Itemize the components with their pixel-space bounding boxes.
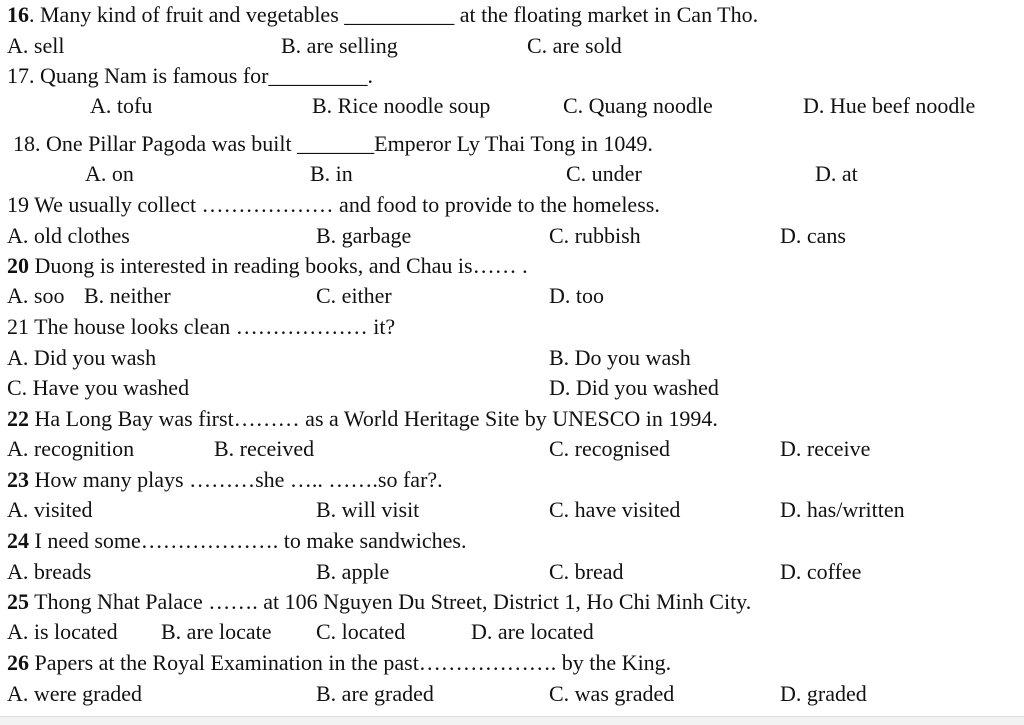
question-17-stem [0, 61, 1024, 91]
option-d: D. Did you washed [549, 375, 719, 400]
question-25-stem [0, 587, 1024, 617]
question-text: We usually collect ……………… and food to provide to the homeless. [29, 192, 660, 217]
question-20-options [0, 281, 1024, 311]
question-text: . Many kind of fruit and vegetables __________ at the floating market in Can Tho. [29, 2, 759, 27]
option-b: B. received [214, 436, 315, 461]
option-c: C. Have you washed [7, 375, 190, 400]
question-16-options [0, 31, 1024, 61]
option-c: C. bread [549, 559, 624, 584]
question-22-stem [0, 404, 1024, 434]
question-19-stem [0, 190, 1024, 220]
option-c: C. located [316, 619, 406, 644]
question-text: . One Pillar Pagoda was built _______Emperor Ly Thai Tong in 1049. [35, 131, 653, 156]
option-c: C. rubbish [549, 223, 641, 248]
option-d: D. are located [471, 619, 594, 644]
option-a: A. old clothes [7, 223, 130, 248]
option-c: C. Quang noodle [563, 93, 713, 118]
option-c: C. under [566, 161, 642, 186]
question-number: 20 [7, 253, 29, 278]
question-number: 18 [13, 131, 35, 156]
option-a: A. breads [7, 559, 92, 584]
question-20-stem [0, 251, 1024, 281]
option-a: A. soo [7, 283, 65, 308]
question-number: 19 [7, 192, 29, 217]
option-a: A. were graded [7, 681, 142, 706]
option-a: A. on [85, 161, 134, 186]
option-d: D. graded [780, 681, 867, 706]
question-17-options [0, 91, 1024, 121]
option-b: B. neither [84, 283, 171, 308]
option-d: D. has/written [780, 497, 905, 522]
option-b: B. Do you wash [549, 345, 691, 370]
option-b: B. in [310, 161, 353, 186]
question-number: 23 [7, 467, 29, 492]
question-18-options [0, 159, 1024, 189]
question-text: The house looks clean ……………… it? [29, 314, 396, 339]
option-d: D. receive [780, 436, 871, 461]
question-26-options [0, 679, 1024, 709]
question-number: 22 [7, 406, 29, 431]
option-d: D. Hue beef noodle [803, 93, 976, 118]
option-c: C. was graded [549, 681, 675, 706]
question-number: 17 [7, 63, 29, 88]
option-a: A. is located [7, 619, 118, 644]
question-24-stem [0, 526, 1024, 556]
option-b: B. Rice noodle soup [312, 93, 491, 118]
option-a: A. visited [7, 497, 93, 522]
option-a: A. recognition [7, 436, 135, 461]
option-d: D. at [815, 161, 858, 186]
question-number: 21 [7, 314, 29, 339]
question-text: Duong is interested in reading books, and Chau is…… . [29, 253, 528, 278]
option-d: D. too [549, 283, 604, 308]
option-b: B. are locate [161, 619, 272, 644]
option-b: B. are graded [316, 681, 434, 706]
question-text: How many plays ………she ….. …….so far?. [29, 467, 443, 492]
question-number: 24 [7, 528, 29, 553]
option-c: C. have visited [549, 497, 681, 522]
question-text: I need some………………. to make sandwiches. [29, 528, 467, 553]
option-a: A. sell [7, 33, 65, 58]
question-21-stem [0, 312, 1024, 342]
question-21-options-row1 [0, 343, 1024, 373]
question-text: Papers at the Royal Examination in the past………………. by the King. [29, 650, 672, 675]
option-c: C. either [316, 283, 392, 308]
question-number: 16 [7, 2, 29, 27]
question-23-stem [0, 465, 1024, 495]
question-21-options-row2 [0, 373, 1024, 403]
option-b: B. garbage [316, 223, 412, 248]
question-text: Ha Long Bay was first……… as a World Heritage Site by UNESCO in 1994. [29, 406, 718, 431]
option-c: C. are sold [527, 33, 622, 58]
question-26-stem [0, 648, 1024, 678]
option-d: D. cans [780, 223, 846, 248]
question-19-options [0, 221, 1024, 251]
question-16-stem [0, 0, 1024, 30]
question-number: 26 [7, 650, 29, 675]
question-number: 25 [7, 589, 29, 614]
option-b: B. will visit [316, 497, 420, 522]
option-a: A. tofu [90, 93, 153, 118]
option-c: C. recognised [549, 436, 670, 461]
question-text: Thong Nhat Palace ……. at 106 Nguyen Du Street, District 1, Ho Chi Minh City. [29, 589, 752, 614]
question-25-options [0, 617, 1024, 647]
option-b: B. are selling [281, 33, 398, 58]
question-text: . Quang Nam is famous for_________. [29, 63, 374, 88]
question-22-options [0, 434, 1024, 464]
option-b: B. apple [316, 559, 390, 584]
option-d: D. coffee [780, 559, 862, 584]
option-a: A. Did you wash [7, 345, 157, 370]
question-23-options [0, 495, 1024, 525]
question-18-stem [0, 129, 1024, 159]
question-24-options [0, 557, 1024, 587]
